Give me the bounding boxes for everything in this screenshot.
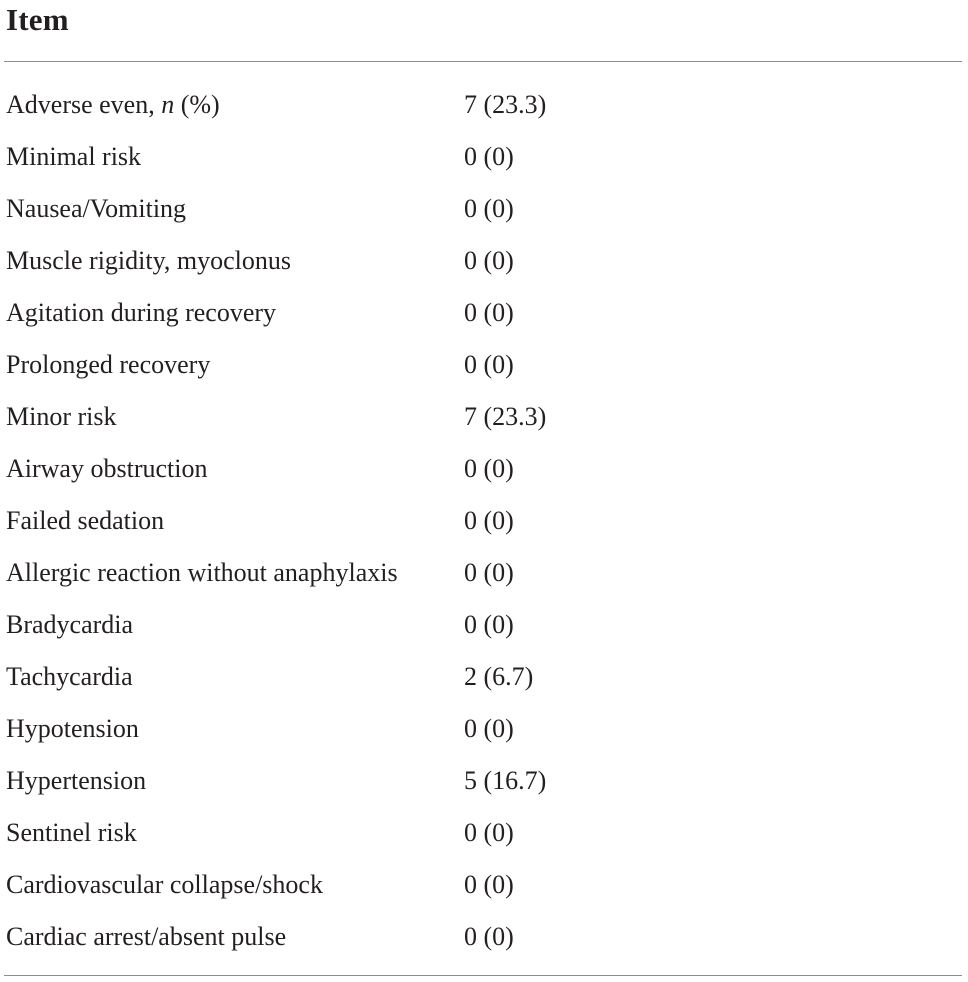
table-row — [0, 911, 968, 963]
row-label: Cardiac arrest/absent pulse — [6, 922, 287, 951]
table-body — [0, 79, 968, 963]
table-row — [0, 287, 968, 339]
table-row — [0, 547, 968, 599]
row-label: Sentinel risk — [6, 818, 137, 847]
row-label: Cardiovascular collapse/shock — [6, 870, 323, 899]
row-value: 0 (0) — [464, 558, 514, 587]
table-header — [0, 0, 968, 60]
table-row — [0, 599, 968, 651]
table-bottom-rule — [4, 975, 962, 976]
table-row — [0, 755, 968, 807]
row-value: 7 (23.3) — [464, 90, 547, 119]
row-value: 0 (0) — [464, 350, 514, 379]
table-row — [0, 807, 968, 859]
row-label: Minimal risk — [6, 142, 142, 171]
row-label — [6, 79, 220, 131]
row-value: 0 (0) — [464, 870, 514, 899]
table-row — [0, 703, 968, 755]
row-value: 0 (0) — [464, 922, 514, 951]
table-row — [0, 339, 968, 391]
row-label: Nausea/Vomiting — [6, 194, 187, 223]
header-divider — [4, 61, 962, 62]
row-label: Minor risk — [6, 402, 117, 431]
table-row — [0, 131, 968, 183]
table-row — [0, 183, 968, 235]
row-value: 5 (16.7) — [464, 766, 547, 795]
row-label: Allergic reaction without anaphylaxis — [6, 558, 398, 587]
table-row — [0, 79, 968, 131]
row-label: Agitation during recovery — [6, 298, 277, 327]
row-label: Bradycardia — [6, 610, 134, 639]
table-row — [0, 391, 968, 443]
row-label: Muscle rigidity, myoclonus — [6, 246, 292, 275]
row-value: 0 (0) — [464, 506, 514, 535]
row-label: Airway obstruction — [6, 454, 208, 483]
table-row — [0, 651, 968, 703]
row-label-prefix: Adverse even, — [6, 90, 162, 119]
table-row — [0, 443, 968, 495]
row-value: 0 (0) — [464, 246, 514, 275]
row-value: 2 (6.7) — [464, 662, 534, 691]
table-row — [0, 495, 968, 547]
row-label-italic: n — [161, 90, 175, 119]
row-value: 0 (0) — [464, 194, 514, 223]
row-label: Tachycardia — [6, 662, 133, 691]
row-value: 0 (0) — [464, 142, 514, 171]
column-header-item: Item — [6, 2, 69, 37]
row-label: Hypertension — [6, 766, 147, 795]
row-value: 0 (0) — [464, 610, 514, 639]
row-value: 0 (0) — [464, 714, 514, 743]
row-label: Hypotension — [6, 714, 139, 743]
row-label: Failed sedation — [6, 506, 165, 535]
table-row — [0, 235, 968, 287]
row-value: 7 (23.3) — [464, 402, 547, 431]
row-value: 0 (0) — [464, 454, 514, 483]
table-row — [0, 859, 968, 911]
row-label: Prolonged recovery — [6, 350, 211, 379]
row-label-suffix: (%) — [174, 90, 220, 119]
row-value: 0 (0) — [464, 818, 514, 847]
row-value: 0 (0) — [464, 298, 514, 327]
